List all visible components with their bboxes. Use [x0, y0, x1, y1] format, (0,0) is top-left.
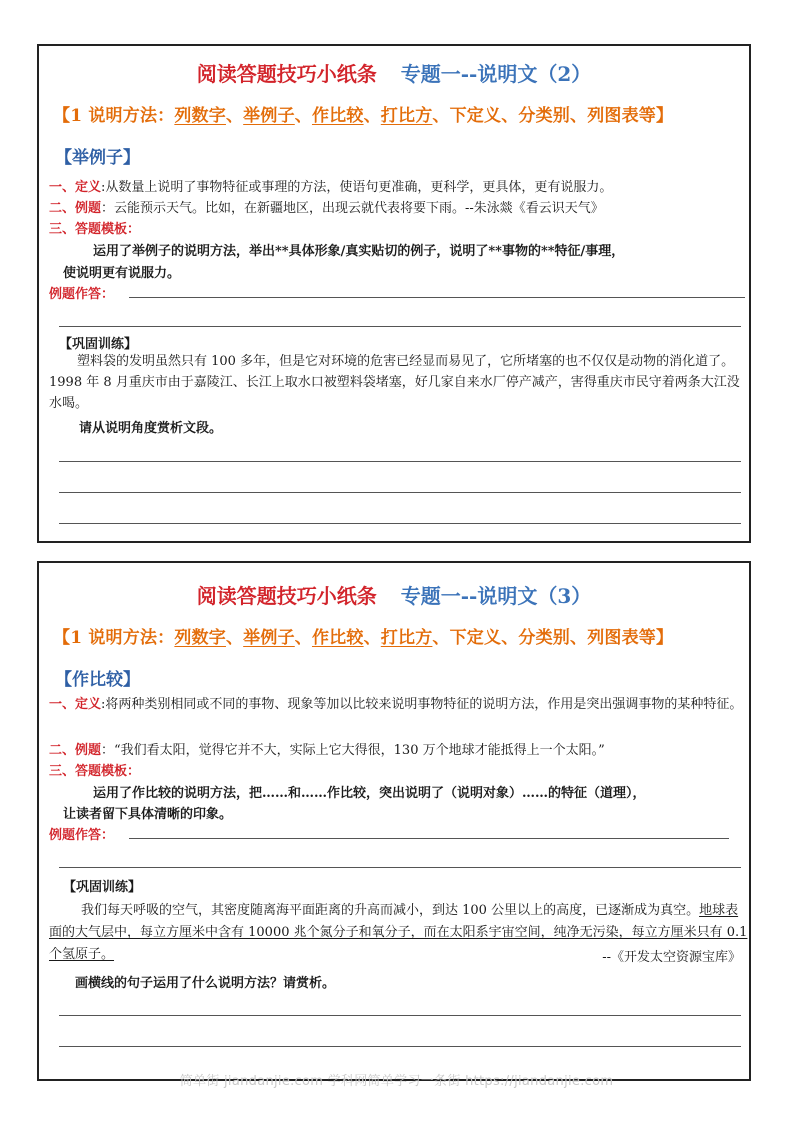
answer-line[interactable]: [129, 297, 745, 298]
example-label: 二、例题: [49, 743, 102, 758]
template-label: 三、答题模板: [49, 222, 128, 237]
tip-card-2: [37, 44, 751, 543]
methods-sep: 、: [294, 106, 312, 126]
template-label-colon: ：: [127, 222, 141, 237]
answer-line[interactable]: [59, 326, 741, 327]
practice-text-plain: 我们每天呼吸的空气，其密度随离海平面距离的升高而减小，到达 100 公里以上的高度，已逐渐成为真空。: [81, 903, 700, 918]
section-heading: 【作比较】: [55, 670, 140, 690]
template-label-line: [49, 760, 140, 779]
methods-sep: 、: [225, 106, 244, 126]
answer-line[interactable]: [59, 492, 741, 493]
method-list-numbers: 列数字: [174, 106, 226, 126]
answer-line[interactable]: [129, 838, 729, 839]
template-text-2: 使说明更有说服力。: [63, 266, 181, 281]
practice-text: 塑料袋的发明虽然只有 100 多年，但是它对环境的危害已经显而易见了，它所堵塞的也不仅仅是动物的消化道了。1998 年 8 月重庆市由于嘉陵江、长江上取水口被塑料袋堵塞，好几家自来水厂停产减产，害得重庆市民守着两条大江没水喝。: [49, 354, 740, 411]
method-examples: 举例子: [243, 106, 295, 126]
method-comparison: 作比较: [311, 628, 364, 648]
title-main: 阅读答题技巧小纸条: [196, 584, 377, 608]
card-title: [39, 580, 749, 609]
method-comparison: 作比较: [311, 106, 364, 126]
example-text: ：“我们看太阳，觉得它并不大，实际上它大得很，130 万个地球才能抵得上一个太阳。”: [101, 743, 605, 758]
template-text-1: 运用了作比较的说明方法，把……和……作比较，突出说明了（说明对象）……的特征（道理），: [93, 786, 646, 801]
template-label-colon: ：: [127, 764, 141, 779]
title-topic: 专题一--说明文（2）: [400, 62, 592, 86]
methods-line: [53, 623, 673, 648]
template-label: 三、答题模板: [49, 764, 128, 779]
template-label-line: [49, 218, 140, 237]
tip-card-3: [37, 561, 751, 1081]
practice-question: 画横线的句子运用了什么说明方法？请赏析。: [75, 976, 336, 991]
title-main: 阅读答题技巧小纸条: [196, 62, 377, 86]
answer-label: 例题作答：: [49, 287, 115, 302]
methods-line: [53, 101, 673, 126]
watermark-footer: 简单街 jiandanjie.com 学科网简单学习一条街 https://jiandanjie.com: [179, 1074, 614, 1089]
answer-line[interactable]: [59, 1046, 741, 1047]
practice-text-underlined: 地球表面的大气层中，每立方厘米中含有 10000 兆个氮分子和氧分子，而在太阳系宇宙空间，纯净无污染，每立方厘米只有 0.1 个氢原子。: [49, 903, 748, 962]
method-examples: 举例子: [243, 628, 295, 648]
definition-line: [49, 176, 612, 195]
methods-open: 【1 说明方法：: [53, 106, 175, 126]
section-heading: 【举例子】: [55, 148, 140, 168]
methods-open: 【1 说明方法：: [53, 628, 175, 648]
practice-title: 【巩固训练】: [63, 880, 142, 895]
method-list-numbers: 列数字: [174, 628, 226, 648]
practice-source: --《开发太空资源宝库》: [602, 950, 741, 965]
method-analogy: 打比方: [380, 106, 433, 126]
methods-rest: 、下定义、分类别、列图表等】: [432, 106, 674, 126]
methods-sep: 、: [363, 628, 381, 648]
answer-line[interactable]: [59, 867, 741, 868]
answer-line[interactable]: [59, 523, 741, 524]
answer-line[interactable]: [59, 1015, 741, 1016]
example-line: [49, 197, 604, 216]
title-topic: 专题一--说明文（3）: [400, 584, 592, 608]
definition-label: 一、定义: [49, 697, 102, 712]
example-text: ：云能预示天气。比如，在新疆地区，出现云就代表将要下雨。--朱泳燚《看云识天气》: [101, 201, 604, 216]
practice-question: 请从说明角度赏析文段。: [79, 421, 223, 436]
answer-line[interactable]: [59, 461, 741, 462]
definition-line: [49, 694, 749, 715]
methods-sep: 、: [225, 628, 244, 648]
methods-sep: 、: [363, 106, 381, 126]
example-line: [49, 739, 605, 758]
definition-text: :将两种类别相同或不同的事物、现象等加以比较来说明事物特征的说明方法，作用是突出强调事物的某种特征。: [101, 697, 743, 712]
definition-label: 一、定义: [49, 180, 102, 195]
methods-sep: 、: [294, 628, 312, 648]
methods-rest: 、下定义、分类别、列图表等】: [432, 628, 674, 648]
example-label: 二、例题: [49, 201, 102, 216]
definition-text: :从数量上说明了事物特征或事理的方法，使语句更准确，更科学，更具体，更有说服力。: [101, 180, 613, 195]
method-analogy: 打比方: [380, 628, 433, 648]
template-text-2: 让读者留下具体清晰的印象。: [63, 807, 233, 822]
answer-label: 例题作答：: [49, 828, 115, 843]
card-title: [39, 58, 749, 87]
template-text-1: 运用了举例子的说明方法，举出**具体形象/真实贴切的例子，说明了**事物的**特征/事理，: [93, 244, 625, 259]
practice-title: 【巩固训练】: [59, 337, 138, 352]
